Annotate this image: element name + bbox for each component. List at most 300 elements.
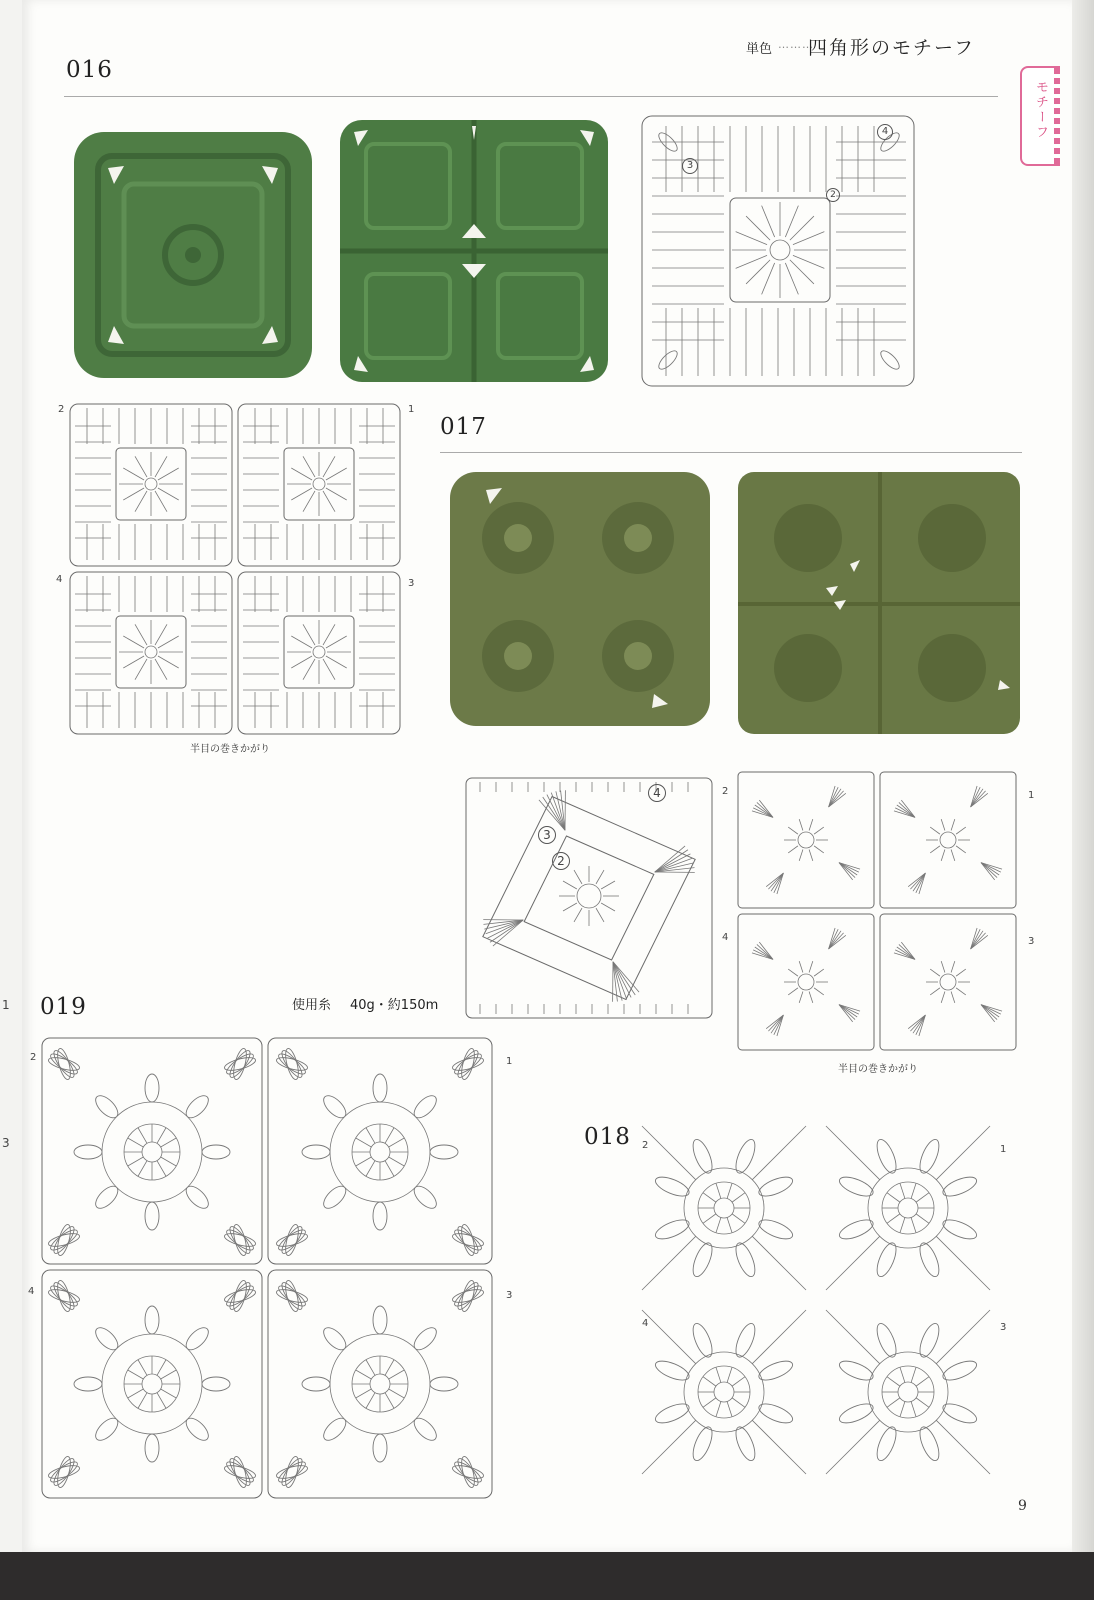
stitch-mark (161, 1138, 177, 1147)
stitch-mark (366, 1128, 375, 1144)
stitch-mark (916, 1193, 929, 1202)
stitch-leaf (320, 1182, 350, 1212)
stitch-mark (642, 1310, 696, 1364)
stitch-leaf (227, 1048, 254, 1080)
stitch-mark (839, 863, 859, 873)
stitch-mark (389, 1389, 405, 1398)
stitch-mark (895, 808, 915, 818)
stitch-mark (157, 1393, 166, 1409)
header-title: 四角形のモチーフ (808, 37, 976, 59)
stitch-mark (829, 789, 841, 807)
stitch-mark (157, 1128, 166, 1144)
stitch-mark (790, 260, 814, 284)
stitch-mark (826, 1420, 880, 1474)
stitch-leaf (732, 1321, 759, 1360)
stitch-mark (897, 947, 915, 959)
stitch-mark (389, 1138, 405, 1147)
stitch-ring (330, 1102, 430, 1202)
stitch-mark (936, 1420, 990, 1474)
stitch-mark (128, 1389, 144, 1398)
corner-number-4: 4 (722, 932, 729, 943)
stitch-mark (366, 1360, 375, 1376)
stitch-leaf (276, 1283, 308, 1310)
stitch-leaf (302, 1145, 330, 1159)
stitch-leaf (940, 1173, 979, 1200)
stitch-mark (839, 863, 857, 875)
chart-016-joined (68, 402, 402, 736)
stitch-mark (897, 805, 915, 817)
stitch-mark (759, 942, 773, 959)
stitch-mark (596, 908, 604, 922)
stitch-mark (138, 1161, 147, 1177)
stitch-mark (799, 992, 803, 1003)
stitch-mark (326, 468, 347, 480)
stitch-mark (911, 1367, 916, 1382)
stitch-leaf (653, 1357, 692, 1384)
stitch-leaf (873, 1240, 900, 1279)
stitch-mark (930, 846, 940, 853)
stitch-ring (102, 1334, 202, 1434)
stitch-leaf (227, 1224, 254, 1256)
stitch-mark (788, 969, 798, 976)
stitch-mark (716, 1402, 721, 1417)
stitch-mark (981, 1005, 1001, 1015)
corner-number-4: 4 (642, 1318, 649, 1329)
stitch-mark (135, 624, 147, 645)
stitch-mark (908, 873, 925, 887)
stitch-mark (895, 950, 915, 960)
stitch-mark (303, 491, 315, 512)
stitch-leaf (653, 1173, 692, 1200)
stitch-leaf (279, 1224, 306, 1256)
stitch-mark (930, 827, 940, 834)
stitch-mark (826, 1236, 880, 1290)
stitch-mark (799, 850, 803, 861)
corner-number-2: 2 (30, 1052, 37, 1063)
stitch-mark (771, 1015, 783, 1033)
motif-number-017: 017 (440, 414, 487, 440)
stitch-mark (916, 1214, 929, 1223)
stitch-mark (157, 1161, 166, 1177)
stitch-mark (356, 1138, 372, 1147)
stitch-leaf (916, 1240, 943, 1279)
header-dots: ……… (778, 38, 814, 51)
stitch-leaf (145, 1434, 159, 1462)
photo-017-joined (734, 468, 1024, 738)
stitch-mark (911, 1183, 916, 1198)
stitch-mark (755, 947, 773, 959)
stitch-leaf (756, 1216, 795, 1243)
stitch-mark (839, 1005, 853, 1022)
stitch-leaf (410, 1324, 440, 1354)
round-number-4: 4 (648, 784, 666, 802)
stitch-mark (971, 787, 981, 807)
stitch-mark (916, 1398, 929, 1407)
stitch-leaf (837, 1173, 876, 1200)
stitch-mark (971, 789, 983, 807)
photo-017-single (446, 468, 714, 730)
stitch-mark (971, 935, 988, 949)
stitch-mark (138, 1128, 147, 1144)
stitch-leaf (653, 1216, 692, 1243)
stitch-leaf (51, 1048, 78, 1080)
stitch-mark (752, 1236, 806, 1290)
stitch-mark (123, 488, 144, 500)
corner-number-3: 3 (1000, 1322, 1007, 1333)
stitch-mark (326, 488, 347, 500)
stitch-leaf (410, 1092, 440, 1122)
corner-number-1: 1 (1028, 790, 1035, 801)
stitch-leaf (837, 1357, 876, 1384)
stitch-mark (291, 656, 312, 668)
stitch-leaf (873, 1137, 900, 1176)
stitch-mark (161, 1157, 177, 1166)
stitch-mark (356, 1370, 372, 1379)
stitch-mark (809, 850, 813, 861)
stitch-mark (785, 263, 798, 294)
stitch-mark (951, 961, 955, 972)
stitch-leaf (182, 1324, 212, 1354)
stitch-mark (716, 1367, 721, 1382)
stitch-ring (898, 1198, 918, 1218)
stitch-leaf (276, 1051, 308, 1078)
stitch-leaf (452, 1459, 484, 1486)
corner-number-4: 4 (56, 574, 63, 585)
stitch-mark (385, 1128, 394, 1144)
stitch-mark (138, 1360, 147, 1376)
stitch-ring (370, 1142, 390, 1162)
section-rule (440, 452, 1022, 453)
stitch-leaf (48, 1227, 80, 1254)
stitch-mark (716, 1218, 721, 1233)
stitch-leaf (373, 1306, 387, 1334)
round-number-2: 2 (826, 188, 840, 202)
stitch-mark (981, 863, 999, 875)
stitch-mark (774, 873, 784, 893)
stitch-mark (814, 988, 824, 995)
chart-017-joined (736, 770, 1018, 1052)
stitch-leaf (940, 1357, 979, 1384)
stitch-leaf (302, 1377, 330, 1391)
stitch-mark (716, 1183, 721, 1198)
stitch-mark (642, 1420, 696, 1474)
stitch-leaf (732, 1424, 759, 1463)
stitch-mark (826, 1126, 880, 1180)
stitch-leaf (320, 1092, 350, 1122)
stitch-leaf (873, 1321, 900, 1360)
stitch-leaf (455, 1224, 482, 1256)
stitch-leaf (756, 1357, 795, 1384)
stitch-mark (291, 488, 312, 500)
stitch-leaf (92, 1182, 122, 1212)
stitch-leaf (145, 1202, 159, 1230)
stitch-mark (157, 1360, 166, 1376)
chart-018-joined (640, 1122, 1000, 1486)
stitch-mark (732, 1193, 745, 1202)
stitch-leaf (653, 1400, 692, 1427)
stitch-leaf (227, 1456, 254, 1488)
stitch-mark (138, 1393, 147, 1409)
stitch-ring (684, 1168, 764, 1248)
stitch-ring (868, 1352, 948, 1432)
stitch-mark (366, 1393, 375, 1409)
stitch-mark (291, 636, 312, 648)
stitch-mark (746, 216, 770, 240)
stitch-mark (981, 1005, 995, 1022)
stitch-mark (814, 846, 824, 853)
stitch-mark (941, 819, 945, 830)
stitch-leaf (373, 1074, 387, 1102)
stitch-mark (291, 468, 312, 480)
stitch-mark (936, 1126, 990, 1180)
stitch-leaf (689, 1240, 716, 1279)
margin-mark: 1 (2, 998, 10, 1012)
stitch-leaf (182, 1092, 212, 1122)
stitch-leaf (452, 1283, 484, 1310)
stitch-leaf (410, 1414, 440, 1444)
round-number-4: 4 (877, 124, 893, 140)
chart-017-single (464, 776, 714, 1020)
stitch-mark (788, 827, 798, 834)
stitch-mark (356, 1389, 372, 1398)
stitch-leaf (145, 1074, 159, 1102)
round-number-3: 3 (682, 158, 698, 174)
stitch-mark (916, 1015, 926, 1035)
stitch-mark (941, 992, 945, 1003)
stitch-mark (809, 992, 813, 1003)
stitch-mark (753, 808, 773, 818)
facing-page-edge (0, 0, 23, 1552)
stitch-mark (788, 846, 798, 853)
stitch-mark (703, 1193, 716, 1202)
stitch-mark (732, 1377, 745, 1386)
stitch-leaf (455, 1048, 482, 1080)
stitch-mark (389, 1370, 405, 1379)
stitch-mark (809, 961, 813, 972)
stitch-mark (951, 992, 955, 1003)
stitch-leaf (74, 1377, 102, 1391)
stitch-leaf (48, 1051, 80, 1078)
stitch-mark (829, 931, 841, 949)
stitch-leaf (182, 1414, 212, 1444)
stitch-mark (829, 787, 839, 807)
stitch-leaf (145, 1306, 159, 1334)
stitch-mark (799, 961, 803, 972)
stitch-mark (323, 624, 335, 645)
corner-number-2: 2 (642, 1140, 649, 1151)
stitch-mark (642, 1236, 696, 1290)
stitch-mark (762, 206, 775, 237)
page-edge (1072, 0, 1094, 1552)
stitch-leaf (452, 1227, 484, 1254)
stitch-mark (755, 805, 773, 817)
stitch-mark (941, 961, 945, 972)
stitch-leaf (227, 1280, 254, 1312)
stitch-mark (727, 1367, 732, 1382)
stitch-mark (814, 969, 824, 976)
corner-number-3: 3 (1028, 936, 1035, 947)
stitch-mark (766, 1015, 783, 1029)
stitch-mark (727, 1402, 732, 1417)
stitch-mark (385, 1393, 394, 1409)
stitch-mark (971, 929, 981, 949)
stitch-mark (563, 881, 577, 889)
stitch-mark (901, 800, 915, 817)
stitch-leaf (202, 1145, 230, 1159)
stitch-mark (762, 263, 775, 294)
stitch-mark (913, 873, 925, 891)
stitch-mark (911, 1218, 916, 1233)
stitch-mark (951, 819, 955, 830)
motif-number-019: 019 (40, 994, 87, 1020)
stitch-mark (753, 950, 773, 960)
stitch-mark (158, 636, 179, 648)
stitch-mark (326, 636, 347, 648)
stitch-mark (601, 903, 615, 911)
stitch-ring (370, 1374, 390, 1394)
stitch-mark (793, 255, 824, 268)
stitch-mark (389, 1157, 405, 1166)
corner-number-1: 1 (1000, 1144, 1007, 1155)
stitch-mark (936, 1310, 990, 1364)
stitch-leaf (940, 1400, 979, 1427)
stitch-mark (829, 793, 846, 807)
stitch-mark (135, 491, 147, 512)
stitch-mark (766, 873, 783, 887)
stitch-mark (123, 468, 144, 480)
stitch-mark (135, 659, 147, 680)
stitch-mark (601, 881, 615, 889)
section-rule (64, 96, 998, 97)
stitch-mark (956, 988, 966, 995)
stitch-leaf (276, 1227, 308, 1254)
stitch-mark (774, 1015, 784, 1035)
side-tab (1020, 66, 1060, 166)
stitch-mark (356, 1157, 372, 1166)
stitch-mark (759, 800, 773, 817)
stitch-mark (829, 935, 846, 949)
stitch-mark (385, 1161, 394, 1177)
stitch-leaf (916, 1424, 943, 1463)
stitch-leaf (320, 1414, 350, 1444)
stitch-mark (727, 1218, 732, 1233)
stitch-leaf (916, 1321, 943, 1360)
stitch-mark (911, 1402, 916, 1417)
stitch-mark (323, 456, 335, 477)
stitch-mark (887, 1398, 900, 1407)
stitch-leaf (430, 1145, 458, 1159)
stitch-mark (981, 863, 995, 880)
corner-number-2: 2 (722, 786, 729, 797)
stitch-mark (736, 255, 767, 268)
stitch-mark (936, 1236, 990, 1290)
stitch-leaf (689, 1321, 716, 1360)
stitch-mark (971, 793, 988, 807)
stitch-mark (913, 1015, 925, 1033)
round-number-2: 2 (552, 852, 570, 870)
stitch-mark (727, 1183, 732, 1198)
corner-number-3: 3 (408, 578, 415, 589)
corner-number-2: 2 (58, 404, 65, 415)
stitch-leaf (202, 1377, 230, 1391)
stitch-mark (642, 1126, 696, 1180)
stitch-mark (839, 1005, 857, 1017)
stitch-mark (916, 873, 926, 893)
stitch-mark (155, 456, 167, 477)
stitch-mark (732, 1398, 745, 1407)
stitch-mark (158, 656, 179, 668)
stitch-mark (785, 206, 798, 237)
stitch-mark (563, 903, 577, 911)
stitch-leaf (689, 1424, 716, 1463)
motif-number-018: 018 (584, 1124, 631, 1150)
stitch-mark (956, 969, 966, 976)
corner-number-1: 1 (408, 404, 415, 415)
stitch-mark (799, 819, 803, 830)
corner-number-3: 3 (506, 1290, 513, 1301)
stitch-mark (887, 1377, 900, 1386)
stitch-mark (158, 468, 179, 480)
stitch-leaf (224, 1459, 256, 1486)
stitch-leaf (92, 1324, 122, 1354)
stitch-ring (102, 1102, 202, 1202)
stitch-ring (684, 1352, 764, 1432)
stitch-leaf (916, 1137, 943, 1176)
stitch-leaf (873, 1424, 900, 1463)
stitch-mark (385, 1360, 394, 1376)
stitch-leaf (756, 1173, 795, 1200)
stitch-leaf (756, 1400, 795, 1427)
stitch-mark (128, 1370, 144, 1379)
stitch-leaf (320, 1324, 350, 1354)
stitch-leaf (455, 1456, 482, 1488)
stitch-mark (981, 863, 1001, 873)
photo-016-single (68, 126, 318, 384)
header-category: 単色 (746, 42, 773, 57)
stitch-ring (142, 1142, 162, 1162)
stitch-mark (941, 850, 945, 861)
yarn-label: 使用糸 (292, 998, 332, 1013)
stitch-leaf (455, 1280, 482, 1312)
stitch-ring (142, 1374, 162, 1394)
scan-border (0, 1552, 1094, 1600)
stitch-leaf (48, 1283, 80, 1310)
page-number: 9 (1018, 1498, 1027, 1514)
stitch-mark (981, 1005, 999, 1017)
stitch-mark (155, 659, 167, 680)
photo-016-joined (336, 116, 612, 386)
stitch-leaf (51, 1280, 78, 1312)
stitch-mark (161, 1370, 177, 1379)
motif-number-016: 016 (66, 57, 113, 83)
stitch-mark (736, 232, 767, 245)
stitch-mark (971, 931, 983, 949)
stitch-mark (951, 850, 955, 861)
stitch-leaf (224, 1051, 256, 1078)
stitch-ring (714, 1382, 734, 1402)
stitch-leaf (74, 1145, 102, 1159)
stitch-mark (916, 1377, 929, 1386)
stitch-leaf (430, 1377, 458, 1391)
stitch-mark (574, 908, 582, 922)
stitch-mark (596, 870, 604, 884)
chart-016-single (638, 112, 920, 390)
stitch-leaf (837, 1216, 876, 1243)
stitch-mark (752, 1310, 806, 1364)
side-tab-label: モチーフ (1033, 80, 1048, 140)
stitch-mark (323, 491, 335, 512)
stitch-mark (752, 1126, 806, 1180)
